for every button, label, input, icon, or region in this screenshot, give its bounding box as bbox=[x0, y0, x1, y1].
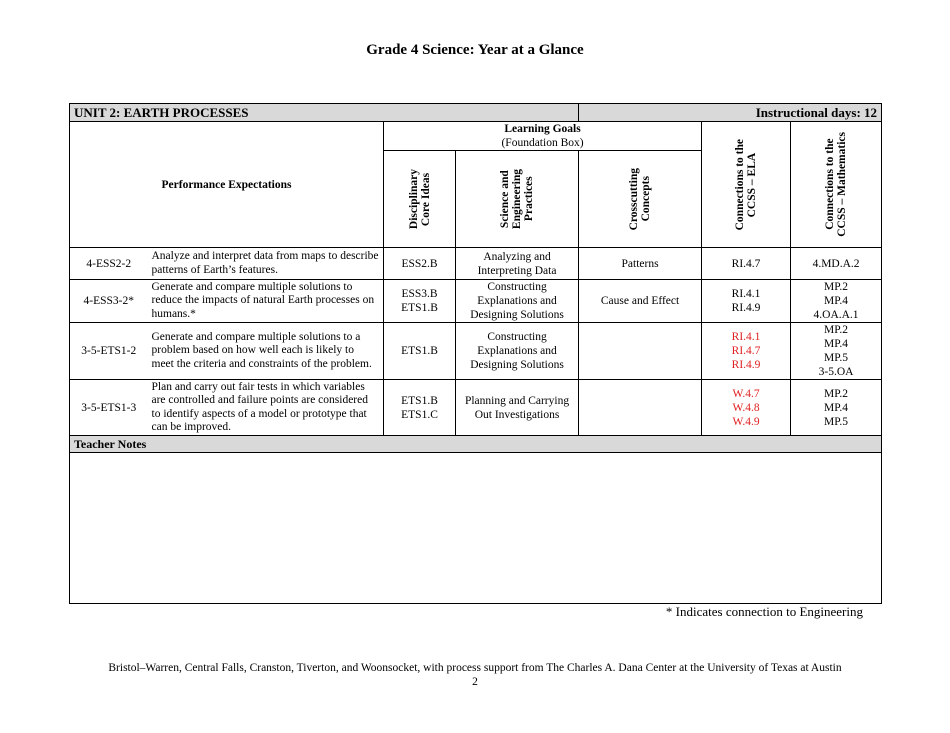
practices-cell-line: Analyzing and bbox=[483, 250, 551, 263]
math-cell-line: MP.4 bbox=[824, 295, 849, 307]
cc-header bbox=[579, 151, 702, 248]
table-row bbox=[70, 323, 882, 380]
ela-cell bbox=[702, 248, 791, 280]
math-cell-line: MP.2 bbox=[824, 324, 849, 336]
ela-cell bbox=[702, 323, 791, 380]
math-cell bbox=[791, 380, 882, 436]
dci-header-line2: Core Ideas bbox=[419, 172, 432, 226]
ela-cell-line: W.4.7 bbox=[732, 387, 760, 400]
learning-goals-header bbox=[384, 122, 702, 151]
ela-header bbox=[702, 122, 791, 248]
unit-header-row bbox=[70, 104, 882, 122]
math-header bbox=[791, 122, 882, 248]
math-header-line1: Connections to the bbox=[824, 138, 837, 231]
crosscutting-cell: Cause and Effect bbox=[579, 280, 702, 323]
teacher-notes-body-row bbox=[70, 453, 882, 604]
table-row bbox=[70, 380, 882, 436]
practices-cell-line: Constructing bbox=[487, 331, 547, 343]
math-cell-line: 3-5.OA bbox=[818, 366, 854, 378]
pe-code: 4-ESS2-2 bbox=[70, 248, 148, 280]
practices-cell-line: Interpreting Data bbox=[477, 264, 557, 277]
practices-cell-line: Designing Solutions bbox=[470, 359, 564, 371]
math-cell-line: 4.MD.A.2 bbox=[812, 257, 860, 270]
dci-cell-line: ETS1.B bbox=[401, 302, 438, 314]
ela-cell-line: RI.4.9 bbox=[731, 359, 761, 371]
pe-code: 3-5-ETS1-3 bbox=[70, 380, 148, 436]
sep-header bbox=[456, 151, 579, 248]
practices-cell bbox=[456, 380, 579, 436]
practices-cell bbox=[456, 280, 579, 323]
cc-header-line1: Crosscutting bbox=[628, 167, 641, 231]
sep-header-line3: Practices bbox=[523, 176, 536, 222]
dci-cell-line: ETS1.C bbox=[401, 408, 438, 421]
table-row bbox=[70, 248, 882, 280]
pe-description: Analyze and interpret data from maps to describe patterns of Earth’s features. bbox=[148, 248, 384, 280]
crosscutting-cell: Patterns bbox=[579, 248, 702, 280]
crosscutting-cell bbox=[579, 323, 702, 380]
ela-cell bbox=[702, 380, 791, 436]
math-cell-line: 4.OA.A.1 bbox=[813, 309, 859, 321]
dci-cell bbox=[384, 380, 456, 436]
practices-cell-line: Constructing bbox=[487, 281, 547, 293]
unit-name: UNIT 2: EARTH PROCESSES bbox=[70, 104, 579, 122]
dci-cell bbox=[384, 323, 456, 380]
practices-cell bbox=[456, 323, 579, 380]
dci-cell-line: ESS3.B bbox=[401, 288, 438, 300]
practices-cell-line: Explanations and bbox=[477, 345, 557, 357]
dci-header-line1: Disciplinary bbox=[407, 168, 420, 230]
dci-header bbox=[384, 151, 456, 248]
ela-cell-line: RI.4.1 bbox=[731, 331, 761, 343]
pe-description: Generate and compare multiple solutions to reduce the impacts of natural Earth processes on humans.* bbox=[148, 280, 384, 323]
practices-cell-line: Explanations and bbox=[477, 295, 557, 307]
ela-cell-line: RI.4.7 bbox=[731, 345, 761, 357]
math-cell bbox=[791, 280, 882, 323]
ela-cell-line: W.4.9 bbox=[732, 415, 760, 428]
ela-header-line2: CCSS – ELA bbox=[746, 152, 759, 217]
learning-goals-label: Learning Goals bbox=[504, 123, 581, 135]
dci-cell bbox=[384, 280, 456, 323]
unit-table bbox=[69, 103, 882, 604]
instructional-days: Instructional days: 12 bbox=[579, 104, 882, 122]
dci-cell-line: ESS2.B bbox=[401, 257, 438, 270]
ela-header-line1: Connections to the bbox=[734, 138, 747, 231]
math-cell-line: MP.5 bbox=[824, 415, 849, 428]
learning-goals-header-row bbox=[70, 122, 882, 151]
pe-code: 4-ESS3-2* bbox=[70, 280, 148, 323]
practices-cell bbox=[456, 248, 579, 280]
math-header-line2: CCSS – Mathematics bbox=[836, 132, 849, 237]
ela-cell bbox=[702, 280, 791, 323]
math-cell bbox=[791, 323, 882, 380]
teacher-notes-label: Teacher Notes bbox=[70, 436, 882, 453]
practices-cell-line: Out Investigations bbox=[474, 408, 560, 421]
practices-cell-line: Planning and Carrying bbox=[464, 394, 570, 407]
dci-cell bbox=[384, 248, 456, 280]
table-row bbox=[70, 280, 882, 323]
page-number: 2 bbox=[472, 676, 478, 688]
cc-header-line2: Concepts bbox=[640, 176, 653, 222]
ela-cell-line: RI.4.7 bbox=[731, 257, 761, 270]
practices-cell-line: Designing Solutions bbox=[470, 309, 564, 321]
pe-description: Generate and compare multiple solutions to a problem based on how well each is likely to meet the criteria and constraints of the problem. bbox=[148, 323, 384, 380]
teacher-notes-area bbox=[70, 453, 882, 604]
math-cell-line: MP.2 bbox=[824, 281, 849, 293]
footer-credits: Bristol–Warren, Central Falls, Cranston, Tiverton, and Woonsocket, with process support from The Charles A. Dana Center at the University of Texas at Austin bbox=[108, 662, 842, 674]
crosscutting-cell bbox=[579, 380, 702, 436]
sep-header-line1: Science and bbox=[499, 170, 512, 228]
performance-expectations-header: Performance Expectations bbox=[70, 122, 384, 248]
dci-cell-line: ETS1.B bbox=[401, 394, 438, 407]
dci-cell-line: ETS1.B bbox=[401, 345, 438, 357]
math-cell-line: MP.4 bbox=[824, 401, 849, 414]
math-cell-line: MP.2 bbox=[824, 387, 849, 400]
math-cell-line: MP.4 bbox=[824, 338, 849, 350]
math-cell bbox=[791, 248, 882, 280]
foundation-box-label: (Foundation Box) bbox=[501, 137, 584, 149]
engineering-footnote: * Indicates connection to Engineering bbox=[665, 604, 863, 619]
page-title: Grade 4 Science: Year at a Glance bbox=[366, 42, 584, 58]
pe-description: Plan and carry out fair tests in which variables are controlled and failure points are considered to identify aspects of a model or prototype that can be improved. bbox=[148, 380, 384, 436]
ela-cell-line: RI.4.1 bbox=[731, 288, 761, 300]
teacher-notes-header-row bbox=[70, 436, 882, 453]
ela-cell-line: RI.4.9 bbox=[731, 302, 761, 314]
sep-header-line2: Engineering bbox=[511, 168, 524, 230]
math-cell-line: MP.5 bbox=[824, 352, 849, 364]
ela-cell-line: W.4.8 bbox=[732, 401, 760, 414]
pe-code: 3-5-ETS1-2 bbox=[70, 323, 148, 380]
